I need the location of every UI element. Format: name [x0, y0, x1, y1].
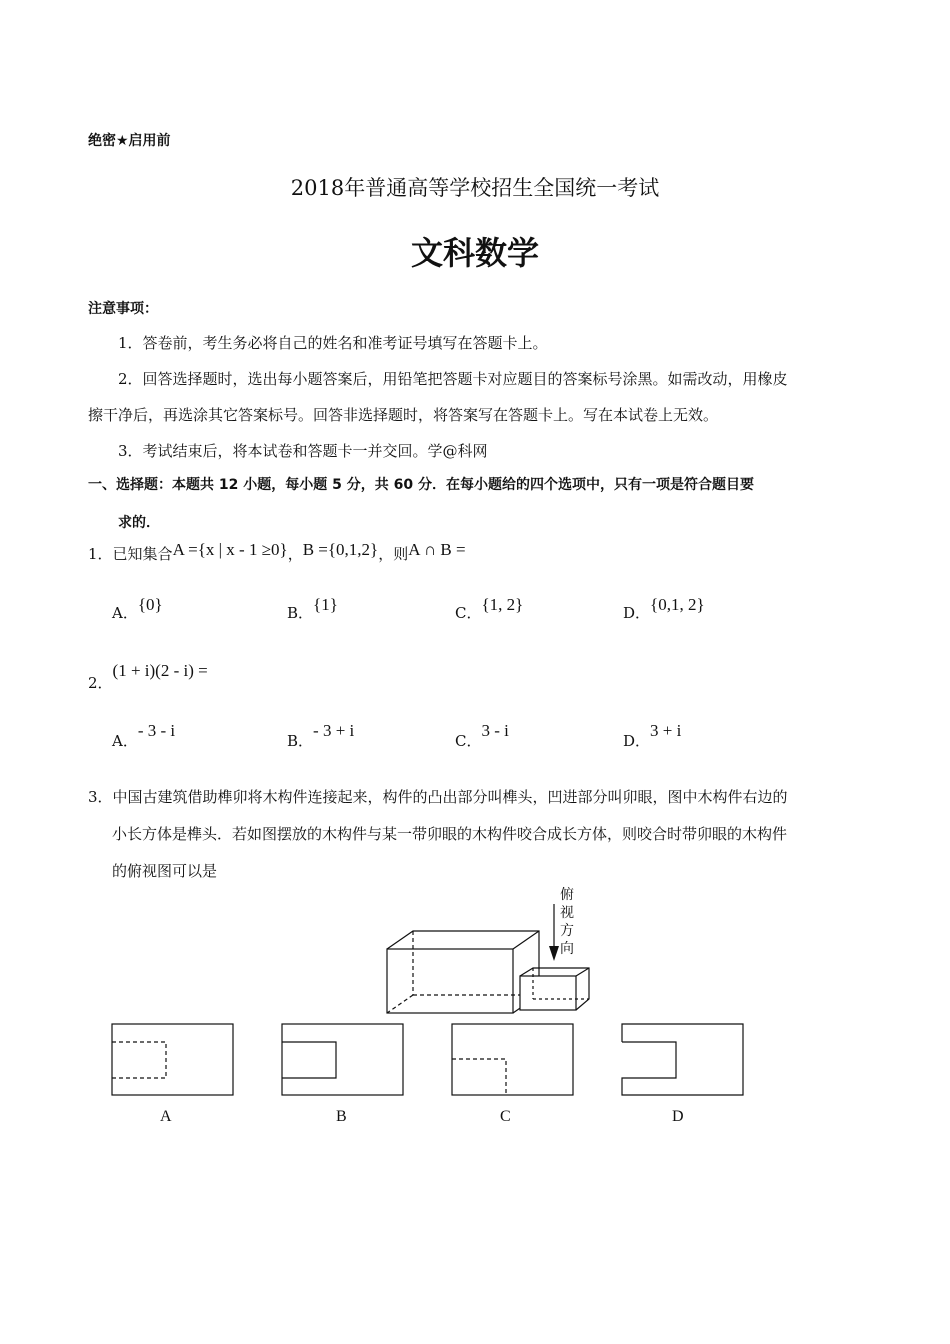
q1-option-a[interactable]: [112, 595, 163, 623]
tenon-box: [520, 968, 589, 1010]
figure-option-label-c[interactable]: C: [500, 1108, 511, 1125]
q2-option-d[interactable]: [623, 720, 682, 750]
complex-product-formula: (1 + i)(2 - i) =: [112, 661, 208, 680]
option-value: {1, 2}: [481, 595, 524, 614]
option-label: B．: [287, 604, 314, 622]
question-number: 2．: [88, 674, 113, 692]
intersection-formula: A ∩ B =: [408, 540, 466, 559]
figure-option-label-b[interactable]: B: [336, 1108, 347, 1125]
mortise-tenon-figure: [105, 884, 765, 1138]
option-c-view: [452, 1024, 573, 1095]
option-value: - 3 - i: [137, 721, 176, 740]
question-text-suffix: ，则: [378, 545, 409, 563]
q2-option-c[interactable]: [455, 720, 509, 750]
option-label: D．: [623, 732, 651, 750]
q1-option-d[interactable]: [623, 595, 705, 623]
notice-item-3: 3．考试结束后，将本试卷和答题卡一并交回。学@科网: [118, 442, 488, 460]
question-number: 1．: [88, 545, 113, 563]
option-value: 3 + i: [650, 721, 682, 740]
separator: ，: [287, 545, 303, 563]
q1-option-c[interactable]: [455, 595, 524, 623]
figure-option-label-a[interactable]: A: [160, 1108, 172, 1125]
question-2: [88, 661, 208, 692]
section-heading: 一、选择题：本题共 12 小题，每小题 5 分，共 60 分．在每小题给的四个选项中，只有一项是符合题目要: [88, 477, 754, 493]
option-d-view: [622, 1024, 743, 1095]
section-heading-cont: 求的．: [118, 515, 160, 531]
large-box: [387, 931, 539, 1013]
option-label: B．: [287, 732, 314, 750]
option-value: {0,1, 2}: [650, 595, 705, 614]
figure-drawing: [105, 884, 765, 1134]
subject-title: 文科数学: [410, 234, 539, 272]
option-value: 3 - i: [481, 721, 509, 740]
q2-option-a[interactable]: [112, 720, 176, 750]
notice-item-1: 1．答卷前，考生务必将自己的姓名和准考证号填写在答题卡上。: [118, 334, 548, 352]
set-b-formula: B ={0,1,2}: [302, 540, 379, 559]
question-text: 已知集合: [112, 545, 173, 563]
question-3: [88, 786, 788, 807]
notice-item-2-cont: 擦干净后，再选涂其它答案标号。回答非选择题时，将答案写在答题卡上。写在本试卷上无效。: [88, 406, 719, 424]
question-number: 3．: [88, 788, 113, 806]
question-3-line-3: 的俯视图可以是: [112, 862, 218, 880]
set-a-formula: A ={x | x - 1 ≥0}: [172, 540, 288, 559]
figure-option-label-d[interactable]: D: [672, 1108, 684, 1125]
option-value: {0}: [137, 595, 163, 614]
notice-heading: 注意事项：: [88, 301, 158, 317]
option-label: A．: [112, 732, 138, 750]
view-direction-char: 俯: [560, 887, 574, 903]
question-text: 中国古建筑借助榫卯将木构件连接起来，构件的凸出部分叫榫头，凹进部分叫卯眼，图中木构件右边的: [112, 788, 788, 806]
option-a-view: [112, 1024, 233, 1095]
view-direction-label: [560, 886, 574, 958]
view-direction-char: 视: [560, 905, 574, 921]
option-value: {1}: [313, 595, 338, 614]
question-1: [88, 540, 466, 564]
option-value: - 3 + i: [313, 721, 355, 740]
option-label: D．: [623, 604, 651, 622]
notice-item-2: 2．回答选择题时，选出每小题答案后，用铅笔把答题卡对应题目的答案标号涂黑。如需改动，用橡皮: [118, 370, 788, 388]
view-arrow-head: [549, 946, 559, 961]
option-b-view: [282, 1024, 403, 1095]
q1-option-b[interactable]: [287, 595, 338, 623]
view-direction-char: 向: [560, 941, 574, 957]
question-3-line-2: 小长方体是榫头．若如图摆放的木构件与某一带卯眼的木构件咬合成长方体，则咬合时带卯眼的木构件: [112, 825, 788, 843]
option-label: A．: [112, 604, 138, 622]
option-label: C．: [455, 604, 482, 622]
secret-mark: 绝密★启用前: [88, 133, 171, 149]
view-direction-char: 方: [560, 923, 574, 939]
exam-title: 2018年普通高等学校招生全国统一考试: [290, 176, 660, 200]
option-label: C．: [455, 732, 482, 750]
q2-option-b[interactable]: [287, 720, 355, 750]
